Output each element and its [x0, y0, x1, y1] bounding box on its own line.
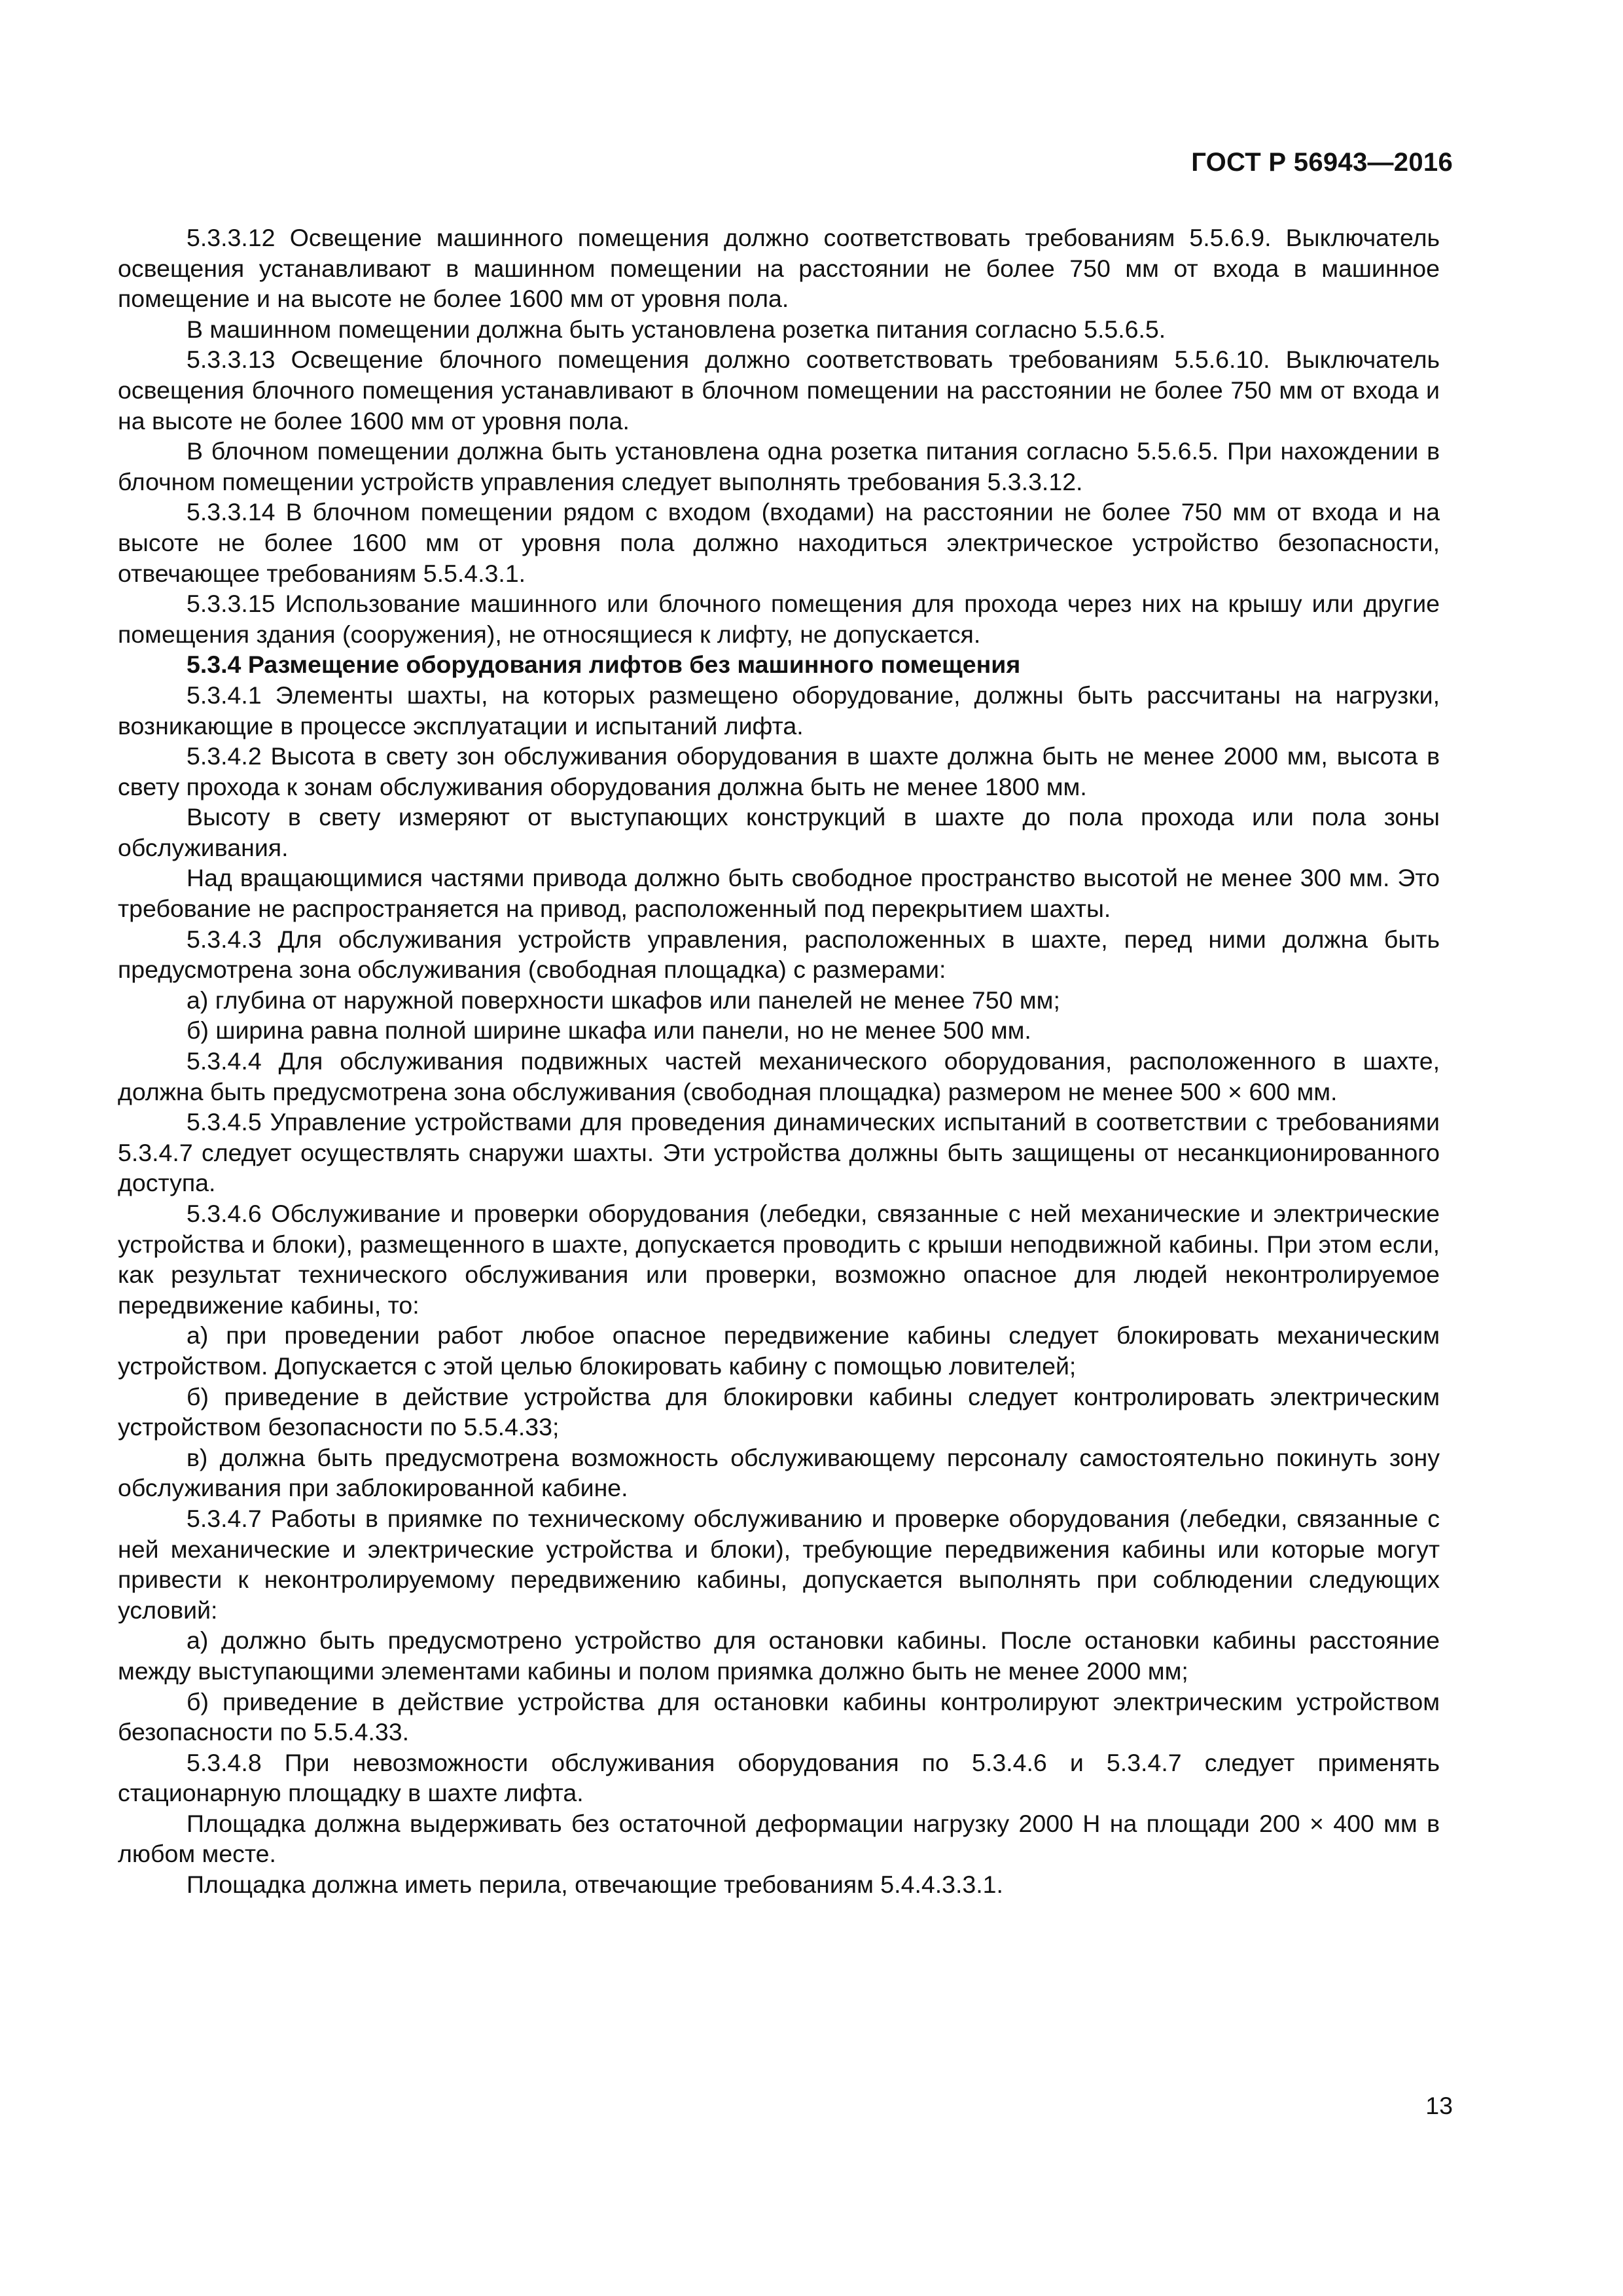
- list-item: а) глубина от наружной поверхности шкафов или панелей не менее 750 мм;: [187, 986, 1060, 1014]
- list-item: а) должно быть предусмотрено устройство для остановки кабины. После остановки кабины расстояние между выступающими элементами кабины и полом приямка должно быть не менее 2000 мм;: [118, 1626, 1440, 1685]
- page-number: 13: [1425, 2092, 1453, 2119]
- paragraph-5-3-4-6: 5.3.4.6 Обслуживание и проверки оборудования (лебедки, связанные с ней механические и электрические устройства и блоки), размещенного в шахте, допускается проводить с крыши неподвижной кабины. При этом если, как результат технического обслуживания или проверки, возможно опасное для людей неконтролируемое передвижение кабины, то:: [118, 1200, 1440, 1319]
- paragraph: Площадка должна выдерживать без остаточной деформации нагрузку 2000 Н на площади 200 × 400 мм в любом месте.: [118, 1809, 1440, 1868]
- paragraph-5-3-4-1: 5.3.4.1 Элементы шахты, на которых размещено оборудование, должны быть рассчитаны на нагрузки, возникающие в процессе эксплуатации и испытаний лифта.: [118, 681, 1440, 740]
- list-item: а) при проведении работ любое опасное передвижение кабины следует блокировать механическим устройством. Допускается с этой целью блокировать кабину с помощью ловителей;: [118, 1321, 1440, 1380]
- list-item: б) приведение в действие устройства для остановки кабины контролируют электрическим устройством безопасности по 5.5.4.33.: [118, 1687, 1440, 1746]
- paragraph: Высоту в свету измеряют от выступающих конструкций в шахте до пола прохода или пола зоны обслуживания.: [118, 803, 1440, 861]
- paragraph-5-3-3-13: 5.3.3.13 Освещение блочного помещения должно соответствовать требованиям 5.5.6.10. Выключатель освещения блочного помещения устанавливают в блочном помещении на расстоянии не более 750 мм от входа и на высоте не более 1600 мм от уровня пола.: [118, 346, 1440, 435]
- list-item: в) должна быть предусмотрена возможность обслуживающему персоналу самостоятельно покинуть зону обслуживания при заблокированной кабине.: [118, 1443, 1440, 1502]
- paragraph-5-3-3-14: 5.3.3.14 В блочном помещении рядом с входом (входами) на расстоянии не более 750 мм от входа и на высоте не более 1600 мм от уровня пола должно находиться электрическое устройство безопасности, отвечающее требованиям 5.5.4.3.1.: [118, 498, 1440, 587]
- paragraph-5-3-4-3: 5.3.4.3 Для обслуживания устройств управления, расположенных в шахте, перед ними должна быть предусмотрена зона обслуживания (свободная площадка) с размерами:: [118, 925, 1440, 984]
- list-item: б) приведение в действие устройства для блокировки кабины следует контролировать электрическим устройством безопасности по 5.5.4.33;: [118, 1382, 1440, 1441]
- list-item: б) ширина равна полной ширине шкафа или панели, но не менее 500 мм.: [187, 1016, 1031, 1045]
- paragraph-5-3-3-12: 5.3.3.12 Освещение машинного помещения должно соответствовать требованиям 5.5.6.9. Выключатель освещения устанавливают в машинном помещении на расстоянии не более 750 мм от входа в машинное помещение и на высоте не более 1600 мм от уровня пола.: [118, 224, 1440, 313]
- paragraph: Над вращающимися частями привода должно быть свободное пространство высотой не менее 300 мм. Это требование не распространяется на привод, расположенный под перекрытием шахты.: [118, 864, 1440, 923]
- paragraph-5-3-4-5: 5.3.4.5 Управление устройствами для проведения динамических испытаний в соответствии с требованиями 5.3.4.7 следует осуществлять снаружи шахты. Эти устройства должны быть защищены от несанкционированного доступа.: [118, 1108, 1440, 1197]
- paragraph: В блочном помещении должна быть установлена одна розетка питания согласно 5.5.6.5. При нахождении в блочном помещении устройств управления следует выполнять требования 5.3.3.12.: [118, 437, 1440, 495]
- paragraph-5-3-4-8: 5.3.4.8 При невозможности обслуживания оборудования по 5.3.4.6 и 5.3.4.7 следует применять стационарную площадку в шахте лифта.: [118, 1748, 1440, 1807]
- document-body: [118, 223, 1440, 1900]
- paragraph-5-3-4-7: 5.3.4.7 Работы в приямке по техническому обслуживанию и проверке оборудования (лебедки, связанные с ней механические и электрические устройства и блоки), требующие передвижения кабины или которые могут привести к неконтролируемому передвижению кабины, допускается выполнять при соблюдении следующих условий:: [118, 1504, 1440, 1624]
- paragraph-5-3-4-4: 5.3.4.4 Для обслуживания подвижных частей механического оборудования, расположенного в шахте, должна быть предусмотрена зона обслуживания (свободная площадка) размером не менее 500 × 600 мм.: [118, 1047, 1440, 1105]
- paragraph-5-3-4-2: 5.3.4.2 Высота в свету зон обслуживания оборудования в шахте должна быть не менее 2000 мм, высота в свету прохода к зонам обслуживания оборудования должна быть не менее 1800 мм.: [118, 742, 1440, 800]
- paragraph-5-3-3-15: 5.3.3.15 Использование машинного или блочного помещения для прохода через них на крышу или другие помещения здания (сооружения), не относящиеся к лифту, не допускается.: [118, 590, 1440, 648]
- paragraph: В машинном помещении должна быть установлена розетка питания согласно 5.5.6.5.: [187, 315, 1166, 343]
- paragraph: Площадка должна иметь перила, отвечающие требованиям 5.4.4.3.3.1.: [187, 1871, 1003, 1899]
- section-heading-5-3-4: 5.3.4 Размещение оборудования лифтов без машинного помещения: [187, 651, 1021, 679]
- document-header-standard-number: ГОСТ Р 56943—2016: [1191, 148, 1453, 177]
